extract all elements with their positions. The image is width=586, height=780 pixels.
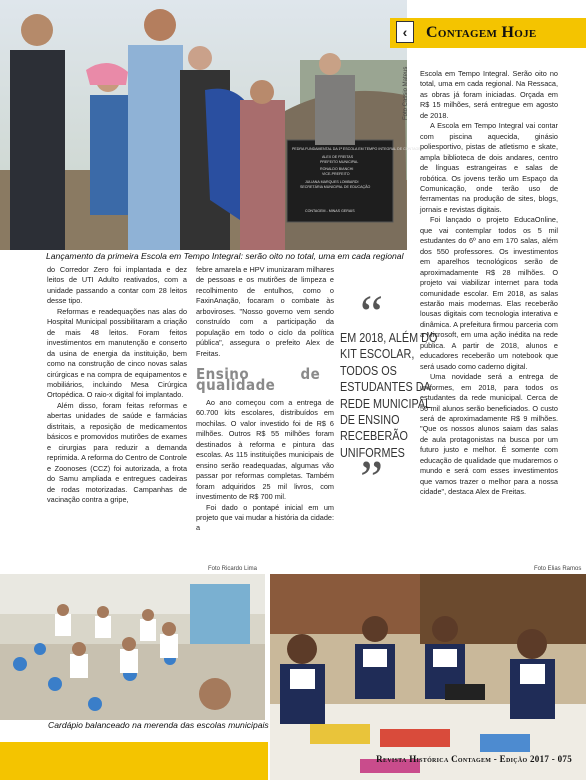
open-quote-icon: “ bbox=[360, 286, 384, 343]
plaque-line: PREFEITO MUNICIPAL bbox=[320, 160, 359, 164]
paragraph: Uma novidade será a entrega de uniformes, em 2018, para todos os estudantes da rede municipal. Cerca de 56 mil alunos serão beneficiados. O custo será de aproximadamente R$ 9 milhões. "Que os nossos alunos saiam das salas de aula protagonistas na busca por um futuro justo e melhor. É somente com educação de qualidade que mudaremos o mundo e será com esses investimentos que vamos trazer o melhor para a nossa cidade", destaca Alex de Freitas. bbox=[420, 372, 558, 497]
section-title: Contagem Hoje bbox=[426, 24, 537, 41]
photo-caption: Cardápio balanceado na merenda das escolas municipais bbox=[48, 720, 269, 730]
footer-strip bbox=[0, 742, 268, 780]
paragraph: Além disso, foram feitas reformas e abertas unidades de saúde e farmácias distritais, a reposição de medicamentos básicos e promovidos mutirões de exames e cirurgias para reduzir a demanda reprimida. A reforma do Centro de Controle e Zoonoses (CCZ) foi autorizada, a frota do Samu ampliada e entregues cadeiras de rodas motorizadas. Campanhas de vacinação contra a gripe, bbox=[47, 400, 187, 504]
paragraph: Foi dado o pontapé inicial em um projeto que vai mudar a história da cidade: a bbox=[196, 502, 334, 533]
plaque-line: RONALDO BIANCHI bbox=[320, 167, 354, 171]
paragraph: Foi lançado o projeto EducaOnline, que vai contemplar todos os 5 mil estudantes do 6º ano em 170 salas, além dos 550 professores. Os investimentos em aparelhos tecnológicos serão de aproximadamente R$ 28 milhões. O projeto vai viabilizar internet para toda comunidade escolar. Em 2018, as salas estarão mais modernas. Elas receberão lousas digitais com tecnologia interativa e dinâmica. A prefeitura firmou parceria com a Microsoft, em uma ação inédita na rede pública. A partir de 2018, alunos e educadores receberão um notebook que será usado como caderno digital. bbox=[420, 215, 558, 371]
photo-credit: Foto Cassio Mateus bbox=[403, 66, 409, 120]
plaque-line: ALEX DE FREITAS bbox=[322, 155, 354, 159]
top-photo bbox=[0, 0, 424, 250]
paragraph: Ao ano começou com a entrega de 60.700 kits escolares, distribuídos em mochilas. O valor investido foi de R$ 6 milhões. Outros R$ 55 milhões foram destinados à reforma e pintura das escolas. As 115 instituições municipais de ensino serão readequadas, algumas vão passar por reformas completas. Também foram adquiridos 25 mil livros, com investimento de R$ 700 mil. bbox=[196, 397, 334, 502]
plaque-line: VICE-PREFEITO bbox=[322, 172, 350, 176]
photo-caption: Lançamento da primeira Escola em Tempo Integral: serão oito no total, uma em cada regional bbox=[46, 251, 404, 261]
photo-credit: Foto Ricardo Lima bbox=[208, 566, 258, 572]
pull-quote-text: EM 2018, ALÉM DO KIT ESCOLAR, TODOS OS ESTUDANTES DA REDE MUNICIPAL DE ENSINO RECEBERÃO UNIFORMES bbox=[340, 330, 438, 460]
close-quote-icon: ” bbox=[360, 451, 384, 509]
paragraph: do Corredor Zero foi implantada e dez leitos de UTI Adulto reativados, com a unidade passando a contar com 28 leitos desse tipo. bbox=[47, 265, 187, 306]
plaque-line: SECRETÁRIA MUNICIPAL DE EDUCAÇÃO bbox=[300, 185, 371, 189]
text-column-3 bbox=[420, 69, 558, 498]
school-lunch-photo bbox=[0, 574, 265, 720]
paragraph: Escola em Tempo Integral. Serão oito no total, uma em cada regional. Na Ressaca, as obras já foram iniciadas. Orçada em R$ 15 milhões, será entregue em agosto de 2018. bbox=[420, 69, 558, 120]
footer-publication: Revista Histórica Contagem - Edição 2017 - 075 bbox=[376, 754, 572, 764]
text-column-1 bbox=[47, 265, 187, 505]
photo-credit: Foto Elias Ramos bbox=[534, 566, 582, 572]
paragraph: Reformas e readequações nas alas do Hospital Municipal possibilitaram a criação de mais 48 leitos. Foram feitos investimentos em manutenção e conserto da usina de energia da instituição, bem como na construção de cinco novas salas cirúrgicas e na compra de equipamentos e mobiliários, incluindo Mesa Cirúrgica Ortopédica. O raio-x digital foi implantado. bbox=[47, 306, 187, 400]
paragraph: A Escola em Tempo Integral vai contar com piscina aquecida, ginásio poliesportivo, pistas de atletismo e skate, ampla biblioteca de dois andares, centro de línguas estrangeiras e salas de robótica. Os jovens terão um Espaço da Comunicação, onde terão uso de ferramentas na produção de sites, blogs, jornais e revistas digitais. bbox=[420, 121, 558, 214]
plaque-line: JULIANA MARQUES LOMBARDI bbox=[305, 180, 359, 184]
paragraph: febre amarela e HPV imunizaram milhares de pessoas e os mutirões de limpeza e recolhimento de entulhos, como o FaxinAnação, focaram o combate às arboviroses. "Nosso governo vem sendo construído com a participação da população em todo o ciclo da política pública", assegura o prefeito Alex de Freitas. bbox=[196, 265, 334, 358]
plaque-line: PEDRA FUNDAMENTAL DA 1ª ESCOLA EM TEMPO INTEGRAL DE CONTAGEM bbox=[292, 147, 424, 151]
classroom-photo bbox=[270, 574, 586, 780]
text-column-2 bbox=[196, 265, 334, 534]
chevron-left-icon[interactable]: ‹ bbox=[396, 21, 414, 43]
section-subheading: Ensino de qualidade bbox=[196, 365, 321, 394]
plaque-line: CONTAGEM - MINAS GERAIS bbox=[305, 209, 355, 213]
